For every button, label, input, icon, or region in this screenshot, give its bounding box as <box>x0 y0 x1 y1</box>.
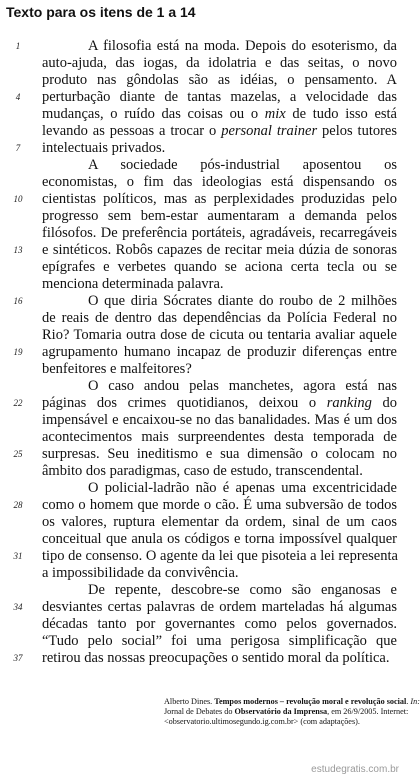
line-number: 7 <box>15 143 21 153</box>
line-number: 31 <box>13 551 23 561</box>
line-number: 34 <box>13 602 23 612</box>
source-segment: Jornal de Debates do <box>164 707 235 716</box>
line-number: 22 <box>13 398 23 408</box>
text-line <box>42 106 397 123</box>
text-segment: O que diria Sócrates diante do roubo de 2 milhões <box>88 293 397 309</box>
text-segment: de tudo isso está <box>285 106 397 122</box>
text-segment: perturbação diante de tantas mazelas, a velocidade das <box>42 89 397 105</box>
text-segment: impensável e encaixou-se no das banalidades. Mas é um dos <box>42 412 397 428</box>
line-number: 1 <box>15 41 21 51</box>
text-segment: filósofos. De preferência portáteis, agradáveis, recarregáveis <box>42 225 397 241</box>
text-line <box>42 157 397 174</box>
line-number: 28 <box>13 500 23 510</box>
text-line <box>42 480 397 497</box>
text-segment: de reais de dentro das dependências da Polícia Federal no <box>42 310 397 326</box>
text-line <box>42 327 397 344</box>
text-segment: benfeitores e malfeitores? <box>42 361 192 377</box>
text-line <box>42 650 397 667</box>
text-segment: retirou das nossas preocupações o sentido moral da política. <box>42 650 390 666</box>
source-line <box>164 697 420 707</box>
italic-term: mix <box>264 106 286 122</box>
text-segment: economistas, o fim das ideologias está dispensando os <box>42 174 397 190</box>
text-segment: acontecimentos mais surpreendentes desta temporada de <box>42 429 397 445</box>
text-line <box>42 548 397 565</box>
text-segment: do <box>371 395 398 411</box>
line-number: 16 <box>13 296 23 306</box>
line-number: 13 <box>13 245 23 255</box>
source-line <box>164 717 397 727</box>
text-segment: auto-ajuda, das iogas, da idolatria e das seitas, o novo <box>42 55 397 71</box>
text-segment: levando as pessoas a trocar o <box>42 123 222 139</box>
text-segment: A filosofia está na moda. Depois do esoterismo, da <box>88 38 397 54</box>
watermark: estudegratis.com.br <box>311 764 399 775</box>
text-segment: tipo de consenso. O agente da lei que pisoteia a lei representa <box>42 548 398 564</box>
italic-term: personal trainer <box>221 123 318 139</box>
text-line <box>42 565 397 582</box>
text-line <box>42 310 397 327</box>
text-line <box>42 38 397 55</box>
text-line <box>42 446 397 463</box>
italic-term: ranking <box>326 395 372 411</box>
line-number: 4 <box>15 92 21 102</box>
text-line <box>42 55 397 72</box>
line-number: 37 <box>13 653 23 663</box>
text-line <box>42 633 397 650</box>
source-segment: In: <box>410 697 420 706</box>
text-line <box>42 497 397 514</box>
text-segment: âmbito dos paradigmas, caso de estudo, transcendental. <box>42 463 363 479</box>
text-segment: conceitual que anula os códigos e torna impossível qualquer <box>42 531 397 547</box>
line-number: 25 <box>13 449 23 459</box>
text-segment: epígrafes e verbetes quando se aciona certa tecla ou se <box>42 259 397 275</box>
text-line <box>42 412 397 429</box>
text-line <box>42 582 397 599</box>
text-segment: páginas dos crimes quotidianos, deixou o <box>42 395 327 411</box>
text-line <box>42 276 397 293</box>
text-segment: produto nas gôndolas são as idéias, o pensamento. A <box>42 72 397 88</box>
text-line <box>42 140 397 157</box>
text-segment: “Tudo pelo social” foi uma perigosa simplificação que <box>42 633 397 649</box>
text-line <box>42 191 397 208</box>
text-line <box>42 174 397 191</box>
text-line <box>42 344 397 361</box>
text-line <box>42 72 397 89</box>
text-segment: como o homem que morde o cão. É uma subversão de todos <box>42 497 397 513</box>
text-segment: os valores, ruptura elementar da ordem, sinal de um caos <box>42 514 397 530</box>
text-line <box>42 293 397 310</box>
text-segment: menciona determinada palavra. <box>42 276 224 292</box>
text-segment: cientistas políticos, mas as perplexidades produzidas pelo <box>42 191 397 207</box>
text-segment: pelos tutores <box>317 123 397 139</box>
text-line <box>42 463 397 480</box>
text-segment: intelectuais privados. <box>42 140 166 156</box>
text-segment: décadas tanto por governantes como pelos governados. <box>42 616 397 632</box>
text-line <box>42 259 397 276</box>
text-line <box>42 378 397 395</box>
source-segment: <observatorio.ultimosegundo.ig.com.br> (com adaptações). <box>164 717 360 726</box>
line-number: 10 <box>13 194 23 204</box>
text-segment: a impossibilidade da convivência. <box>42 565 239 581</box>
text-segment: A sociedade pós-industrial aposentou os <box>88 157 397 173</box>
source-segment: Observatório da Imprensa <box>234 707 328 716</box>
source-line <box>164 707 409 717</box>
text-segment: surpresas. Seu ineditismo e sua dimensão o colocam no <box>42 446 397 462</box>
text-line <box>42 242 397 259</box>
text-segment: e sintéticos. Robôs capazes de recitar meia dúzia de sonoras <box>42 242 397 258</box>
source-segment: Tempos modernos – revolução moral e revolução social <box>214 697 407 706</box>
text-line <box>42 599 397 616</box>
text-line <box>42 208 397 225</box>
text-line <box>42 225 397 242</box>
text-line <box>42 429 397 446</box>
line-number: 19 <box>13 347 23 357</box>
text-segment: agrupamento humano incapaz de produzir diferenças entre <box>42 344 397 360</box>
text-segment: O policial-ladrão não é apenas uma excentricidade <box>88 480 397 496</box>
text-segment: O caso andou pelas manchetes, agora está nas <box>88 378 397 394</box>
text-line <box>42 89 397 106</box>
text-line <box>42 531 397 548</box>
text-line <box>42 395 397 412</box>
text-segment: mudanças, o ruído das coisas ou o <box>42 106 265 122</box>
text-segment: progresso sem bem-estar aumentaram a demanda pelos <box>42 208 397 224</box>
source-segment: , em 26/9/2005. Internet: <box>327 707 409 716</box>
text-segment: desviantes certas palavras de ordem marteladas há algumas <box>42 599 397 615</box>
text-line <box>42 514 397 531</box>
text-line <box>42 123 397 140</box>
text-segment: De repente, descobre-se como são enganosas e <box>88 582 397 598</box>
page-title: Texto para os itens de 1 a 14 <box>6 4 196 20</box>
source-segment: . <box>406 697 411 706</box>
source-segment: Alberto Dines. <box>164 697 215 706</box>
text-line <box>42 616 397 633</box>
text-segment: Rio? Tomaria outra dose de cicuta ou tentaria avaliar aquele <box>42 327 397 343</box>
text-line <box>42 361 397 378</box>
